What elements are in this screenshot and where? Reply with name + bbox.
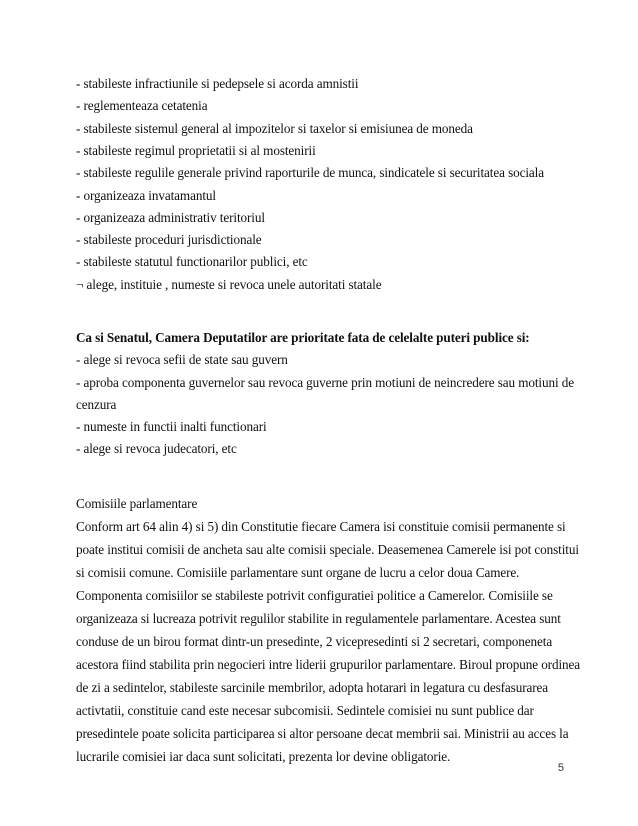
list-item: - alege si revoca sefii de state sau guvern bbox=[76, 352, 288, 367]
list-item: cenzura bbox=[76, 397, 117, 412]
paragraph-line: organizeaza si lucreaza potrivit regulilor stabilite in regulamentele parlamentare. Acestea sunt bbox=[76, 611, 561, 626]
paragraph-line: activtatii, constituie cand este necesar subcomisii. Sedintele comisiei nu sunt publice dar bbox=[76, 703, 534, 718]
paragraph-line: conduse de un birou format dintr-un presedinte, 2 vicepresedinti si 2 secretari, componeneta bbox=[76, 634, 553, 649]
list-item: - stabileste infractiunile si pedepsele si acorda amnistii bbox=[76, 76, 359, 91]
paragraph-line: acestora fiind stabilita prin negocieri intre liderii grupurilor parlamentare. Biroul propune ordinea bbox=[76, 657, 581, 672]
list-item: - stabileste sistemul general al impozitelor si taxelor si emisiunea de moneda bbox=[76, 121, 473, 136]
section-heading: Ca si Senatul, Camera Deputatilor are prioritate fata de celelalte puteri publice si: bbox=[76, 330, 530, 345]
list-item: - reglementeaza cetatenia bbox=[76, 98, 208, 113]
list-item: ¬ alege, instituie , numeste si revoca unele autoritati statale bbox=[76, 277, 382, 292]
list-item: - aproba componenta guvernelor sau revoca guverne prin motiuni de neincredere sau motiuni de bbox=[76, 375, 574, 390]
list-item: - alege si revoca judecatori, etc bbox=[76, 441, 237, 456]
list-item: - stabileste regimul proprietatii si al mostenirii bbox=[76, 143, 316, 158]
paragraph-line: si comisii comune. Comisiile parlamentare sunt organe de lucru a celor doua Camere. bbox=[76, 565, 520, 580]
paragraph-line: Conform art 64 alin 4) si 5) din Constitutie fiecare Camera isi constituie comisii permanente si bbox=[76, 519, 566, 534]
list-item: - stabileste regulile generale privind raporturile de munca, sindicatele si securitatea sociala bbox=[76, 165, 544, 180]
paragraph-line: de zi a sedintelor, stabileste sarcinile membrilor, adopta hotarari in legatura cu desfasurarea bbox=[76, 680, 549, 695]
paragraph-line: lucrarile comisiei iar daca sunt solicitati, prezenta lor devine obligatorie. bbox=[76, 749, 451, 764]
page-number: 5 bbox=[557, 762, 564, 774]
list-item: - numeste in functii inalti functionari bbox=[76, 419, 267, 434]
paragraph-line: poate institui comisii de ancheta sau alte comisii speciale. Deasemenea Camerele isi pot constitui bbox=[76, 542, 579, 557]
section-title: Comisiile parlamentare bbox=[76, 496, 198, 511]
list-item: - organizeaza invatamantul bbox=[76, 188, 216, 203]
list-item: - organizeaza administrativ teritoriul bbox=[76, 210, 265, 225]
paragraph-line: presedintele poate solicita participarea si altor persoane decat membrii sai. Ministrii au acces la bbox=[76, 726, 569, 741]
list-item: - stabileste statutul functionarilor publici, etc bbox=[76, 254, 308, 269]
paragraph-line: Componenta comisiilor se stabileste potrivit configuratiei politice a Camerelor. Comisiile se bbox=[76, 588, 553, 603]
list-item: - stabileste proceduri jurisdictionale bbox=[76, 232, 262, 247]
